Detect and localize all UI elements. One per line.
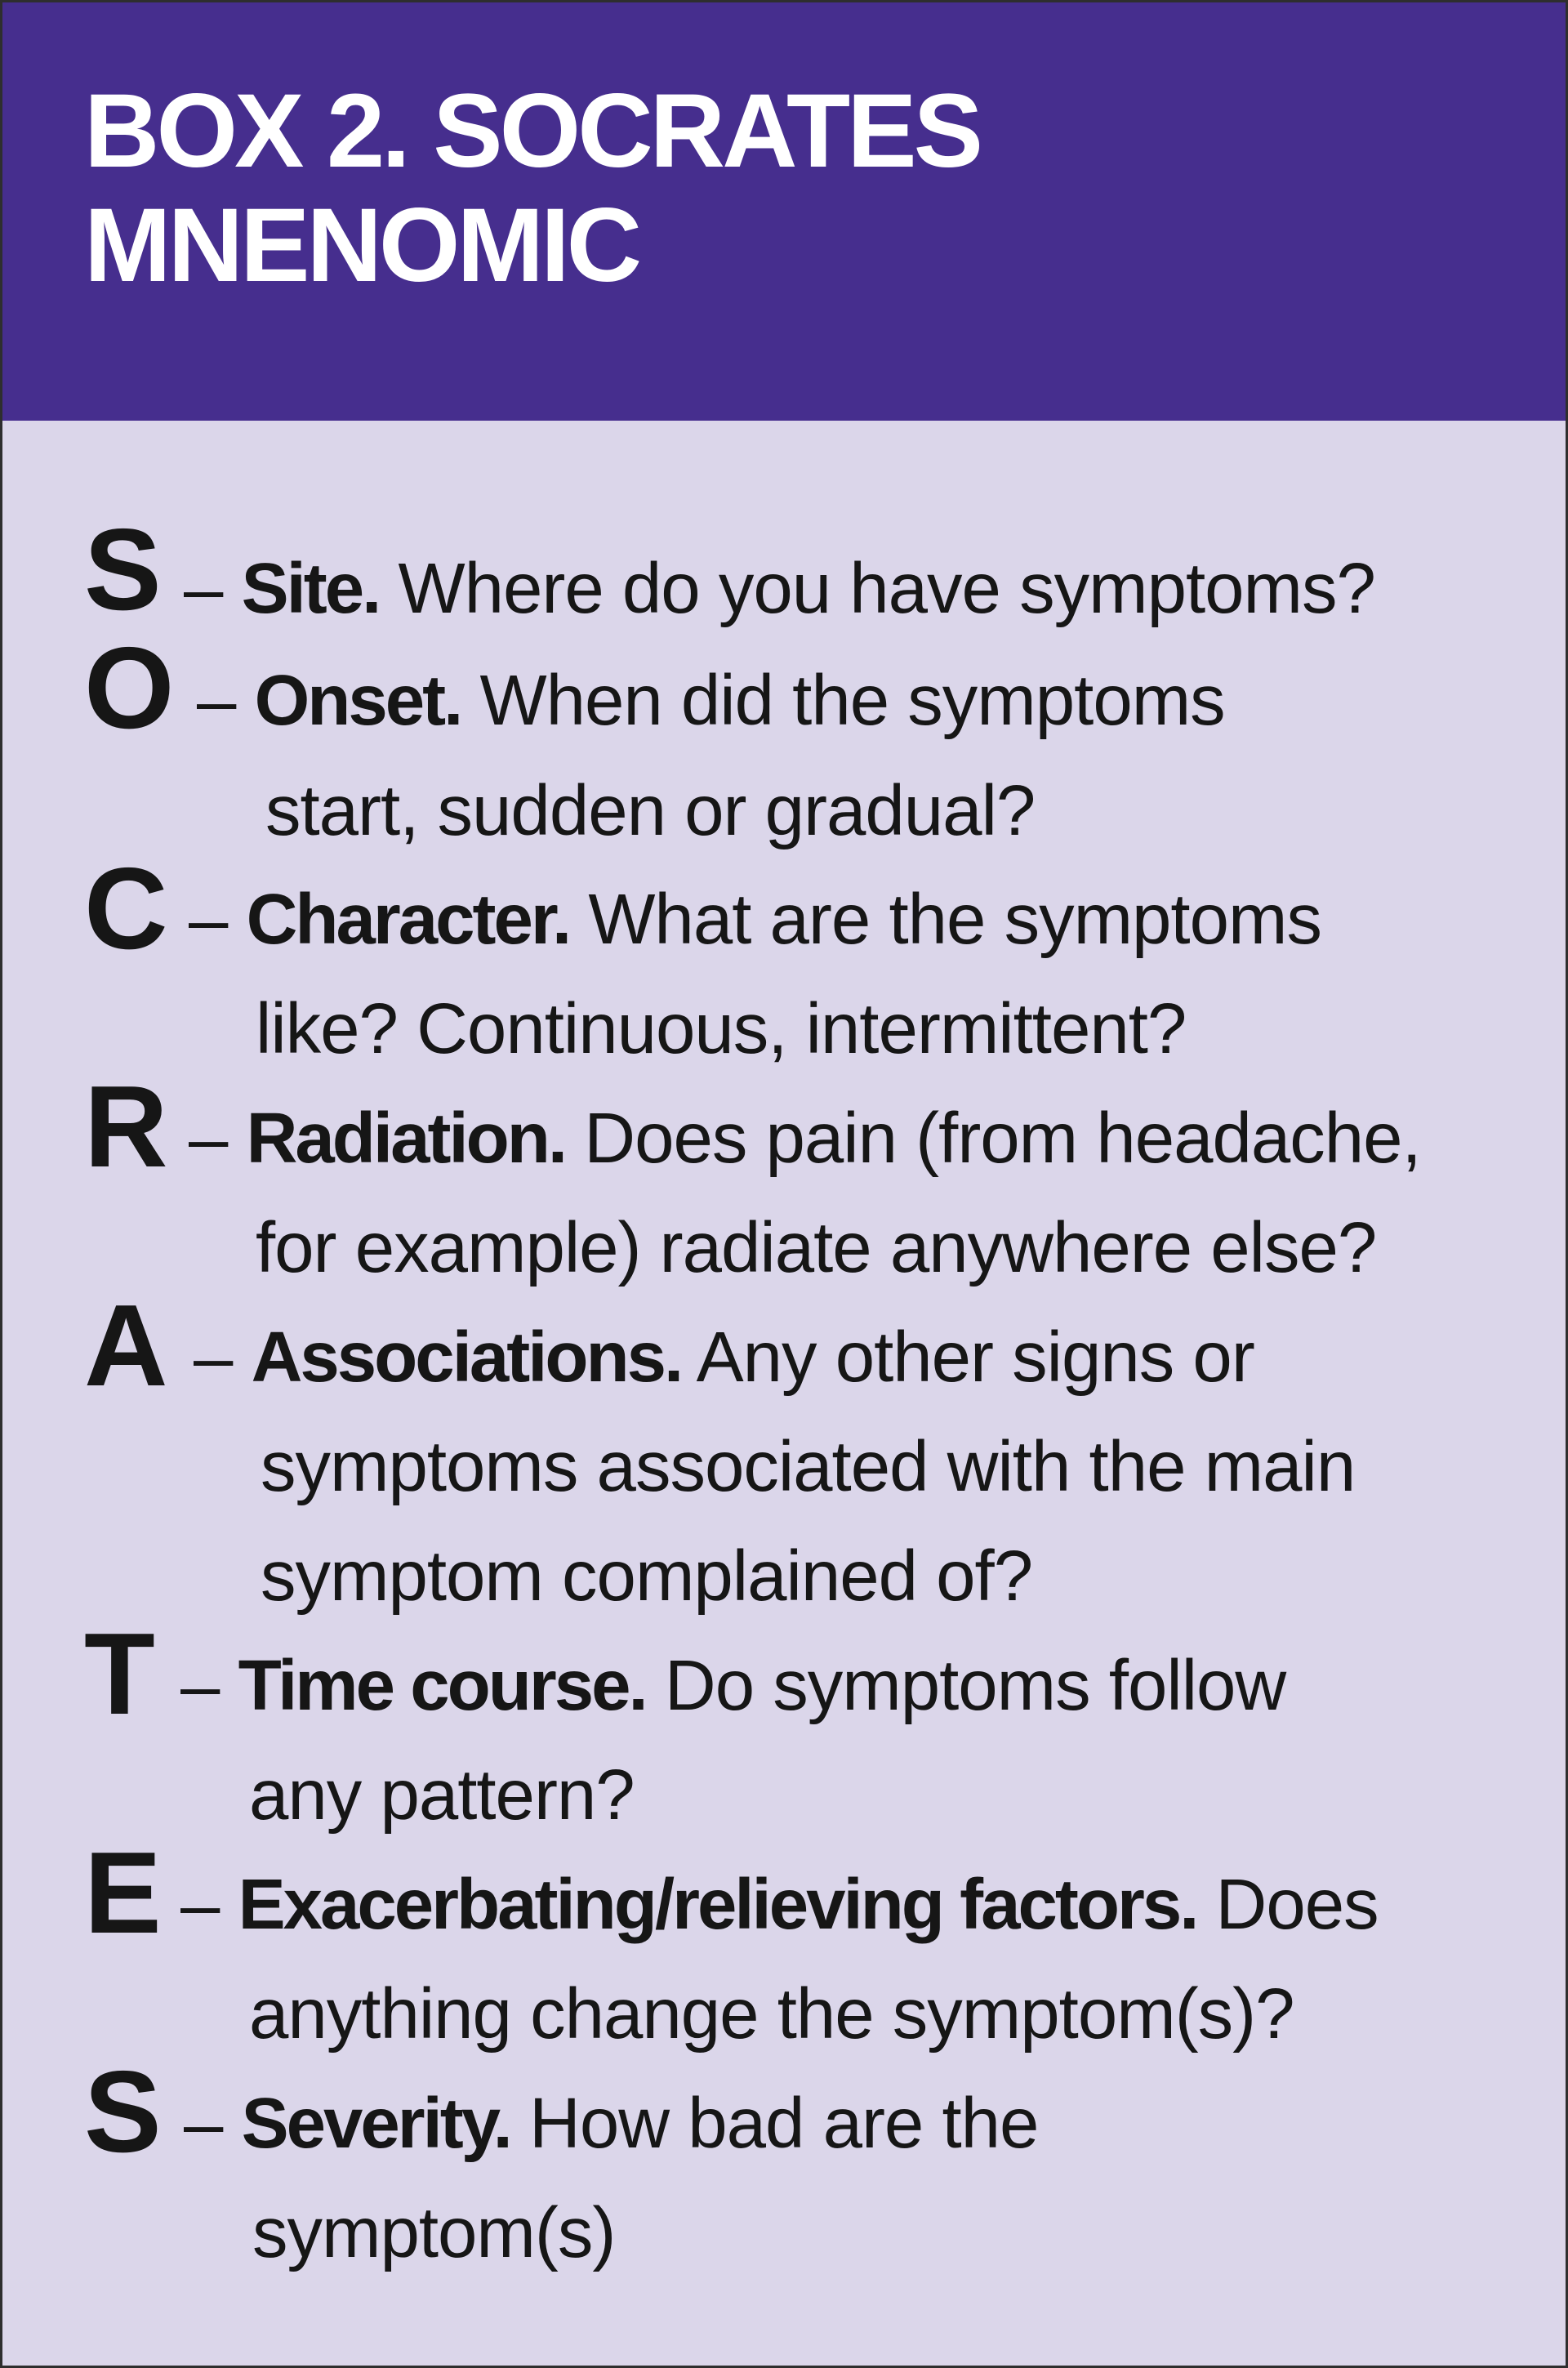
mnemonic-letter-o-onset: O: [84, 623, 175, 753]
mnemonic-line-onset-1: [197, 660, 1225, 742]
mnemonic-letter-r-radiation: R: [84, 1062, 168, 1192]
mnemonic-line-associations-2: symptoms associated with the main: [261, 1427, 1356, 1506]
dash: –: [197, 661, 236, 740]
term-site: Site.: [241, 549, 380, 628]
mnemonic-letter-c-character: C: [84, 844, 168, 974]
desc-exacerbating-1: Does: [1215, 1865, 1379, 1944]
mnemonic-line-onset-2: start, sudden or gradual?: [265, 771, 1036, 850]
title-line-2: MNENOMIC: [84, 187, 639, 304]
mnemonic-line-severity-2: symptom(s): [252, 2193, 616, 2272]
dash: –: [180, 1865, 220, 1944]
term-severity: Severity.: [241, 2084, 510, 2163]
mnemonic-line-character-2: like? Continuous, intermittent?: [256, 989, 1187, 1068]
dash: –: [184, 2084, 223, 2163]
mnemonic-list: [2, 2, 1566, 2366]
dash: –: [194, 1318, 233, 1397]
desc-onset-1: When did the symptoms: [479, 661, 1225, 740]
desc-time-course-1: Do symptoms follow: [664, 1646, 1286, 1725]
mnemonic-line-radiation-1: [189, 1098, 1421, 1180]
desc-radiation-1: Does pain (from headache,: [584, 1099, 1421, 1178]
mnemonic-letter-a-associations: A: [84, 1281, 168, 1411]
desc-associations-1: Any other signs or: [696, 1318, 1254, 1397]
term-onset: Onset.: [254, 661, 461, 740]
term-associations: Associations.: [251, 1318, 682, 1397]
desc-character-1: What are the symptoms: [588, 880, 1321, 959]
mnemonic-line-associations-1: [194, 1317, 1254, 1398]
mnemonic-line-severity-1: [184, 2083, 1038, 2165]
dash: –: [189, 880, 228, 959]
mnemonic-line-time-course-1: [180, 1645, 1285, 1727]
mnemonic-letter-s-site: S: [84, 505, 162, 635]
desc-site-1: Where do you have symptoms?: [398, 549, 1375, 628]
term-character: Character.: [246, 880, 570, 959]
dash: –: [184, 549, 223, 628]
dash: –: [189, 1099, 228, 1178]
title-line-1: BOX 2. SOCRATES: [84, 73, 980, 190]
mnemonic-line-character-1: [189, 879, 1321, 961]
mnemonic-line-radiation-2: for example) radiate anywhere else?: [256, 1208, 1377, 1287]
term-exacerbating: Exacerbating/relieving factors.: [238, 1865, 1197, 1944]
dash: –: [180, 1646, 220, 1725]
mnemonic-line-exacerbating-1: [180, 1864, 1379, 1946]
mnemonic-line-associations-3: symptom complained of?: [261, 1536, 1033, 1616]
term-radiation: Radiation.: [246, 1099, 566, 1178]
mnemonic-letter-e-exacerbating: E: [84, 1828, 162, 1958]
mnemonic-line-exacerbating-2: anything change the symptom(s)?: [249, 1974, 1294, 2054]
desc-severity-1: How bad are the: [529, 2084, 1039, 2163]
mnemonic-letter-t-time-course: T: [84, 1609, 155, 1739]
term-time-course: Time course.: [238, 1646, 646, 1725]
mnemonic-line-site-1: [184, 548, 1375, 630]
mnemonic-letter-s-severity: S: [84, 2047, 162, 2177]
mnemonic-line-time-course-2: any pattern?: [249, 1755, 635, 1835]
